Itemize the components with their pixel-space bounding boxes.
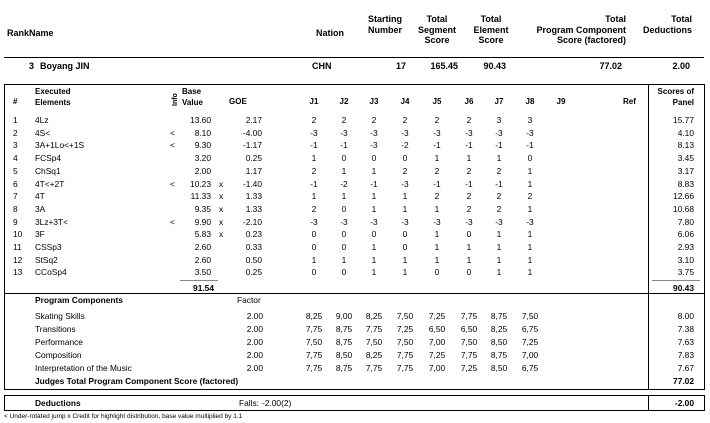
component-name: Performance	[35, 337, 83, 347]
ref-header: Ref	[623, 97, 636, 106]
element-number: 9	[13, 216, 18, 227]
element-judge-score: -2	[401, 140, 409, 151]
element-base-value: 3.50	[194, 267, 211, 278]
element-judge-score: 2	[311, 165, 317, 176]
element-judge-score: 2	[311, 115, 317, 125]
component-judge-score: 7,75	[305, 324, 323, 334]
element-judge-score: 1	[371, 267, 377, 278]
nation-header: Nation	[316, 28, 344, 38]
element-judge-score: -3	[310, 216, 318, 227]
element-judge-score: 2	[434, 115, 440, 125]
component-judge-score: 7,25	[460, 363, 478, 373]
component-judge-score: 7,00	[428, 337, 446, 347]
element-judge-score: 1	[496, 229, 502, 240]
component-factor: 2.00	[246, 311, 263, 321]
element-judge-score: -1	[465, 140, 473, 151]
elements-total-base-value: 91.54	[193, 283, 214, 293]
element-judge-score: 1	[496, 254, 502, 265]
element-goe: 0.33	[245, 242, 262, 252]
component-judge-score: 7,75	[365, 363, 383, 373]
component-judge-score: 9,00	[335, 311, 353, 321]
element-panel-score: 2.93	[677, 242, 694, 252]
element-judge-score: 0	[527, 153, 533, 164]
element-panel-score: 4.10	[677, 127, 694, 138]
component-judge-score: 8,50	[490, 363, 508, 373]
component-judge-score: 8,75	[490, 311, 508, 321]
component-judge-score: 7,00	[428, 363, 446, 373]
element-judge-score: 1	[434, 242, 440, 252]
judge-header-8: J8	[525, 97, 535, 106]
component-judge-score: 8,50	[490, 337, 508, 347]
element-base-value: 9.90	[194, 216, 211, 227]
falls-label: Falls:	[239, 398, 260, 408]
skater-rank: 3	[29, 61, 35, 71]
component-judge-score: 8,75	[335, 324, 353, 334]
element-panel-score: 3.45	[677, 153, 694, 164]
element-judge-score: -1	[465, 178, 473, 189]
element-goe: 0.50	[245, 254, 262, 265]
deductions-total: -2.00	[674, 398, 694, 408]
judge-header-1: J1	[309, 97, 319, 106]
component-judge-score: 6,50	[428, 324, 446, 334]
element-judge-score: 0	[466, 267, 472, 278]
element-highlight-flag: x	[219, 216, 224, 227]
element-judge-score: -3	[340, 127, 348, 138]
element-judge-score: 0	[371, 229, 377, 240]
component-judge-score: 7,75	[365, 324, 383, 334]
skater-total-element-score: 90.43	[483, 61, 506, 71]
element-judge-score: 1	[402, 203, 408, 214]
element-judge-score: 0	[311, 229, 317, 240]
element-panel-score: 8.13	[677, 140, 694, 151]
element-judge-score: 2	[434, 165, 440, 176]
element-goe: 1.33	[245, 191, 262, 202]
element-judge-score: -1	[433, 140, 441, 151]
component-judge-score: 7,75	[396, 350, 414, 360]
total-segment-score-header: Total Segment Score	[417, 14, 456, 45]
skater-nation: CHN	[312, 61, 332, 71]
element-number: 12	[13, 254, 23, 265]
skater-starting-number: 17	[395, 61, 406, 71]
element-base-value: 8.10	[194, 127, 211, 138]
element-highlight-flag: x	[219, 229, 224, 240]
element-judge-score: 2	[371, 115, 377, 125]
element-judge-score: 2	[466, 115, 472, 125]
element-judge-score: 0	[341, 267, 347, 278]
element-base-value: 10.23	[190, 178, 211, 189]
element-judge-score: -1	[495, 140, 503, 151]
name-header: Name	[29, 28, 54, 38]
element-judge-score: 3	[527, 115, 533, 125]
element-panel-score: 3.17	[677, 165, 694, 176]
element-goe: 0.23	[245, 229, 262, 240]
element-panel-score: 7.80	[677, 216, 694, 227]
falls-value: -2.00(2)	[262, 398, 292, 408]
component-panel-score: 7.83	[677, 350, 694, 360]
component-name: Composition	[35, 350, 82, 360]
element-judge-score: 1	[371, 191, 377, 202]
elements-num-header: #	[13, 97, 18, 106]
element-judge-score: 0	[341, 203, 347, 214]
element-base-value: 2.00	[194, 165, 211, 176]
element-judge-score: 0	[371, 153, 377, 164]
element-judge-score: 2	[341, 115, 347, 125]
element-info: <	[170, 216, 175, 227]
element-judge-score: 0	[341, 229, 347, 240]
element-judge-score: 1	[371, 242, 377, 252]
element-number: 10	[13, 229, 23, 240]
element-judge-score: 2	[311, 203, 317, 214]
element-judge-score: -1	[526, 140, 534, 151]
goe-header: GOE	[229, 97, 247, 106]
element-judge-score: 1	[434, 203, 440, 214]
element-judge-score: 1	[527, 267, 533, 278]
element-judge-score: 2	[527, 191, 533, 202]
component-judge-score: 8,75	[335, 337, 353, 347]
element-judge-score: 1	[466, 254, 472, 265]
component-judge-score: 8,25	[365, 311, 383, 321]
element-name: 3A+1Lo<+1S	[35, 140, 85, 151]
component-panel-score: 7.63	[677, 337, 694, 347]
element-base-value: 2.60	[194, 254, 211, 265]
element-judge-score: 1	[496, 242, 502, 252]
element-goe: -1.40	[242, 178, 262, 189]
program-component-score-header: Total Program Component Score (factored)	[536, 14, 626, 45]
element-judge-score: -3	[340, 216, 348, 227]
component-judge-score: 7,50	[365, 337, 383, 347]
scores-column-divider	[648, 84, 649, 390]
component-judge-score: 7,75	[396, 363, 414, 373]
element-judge-score: 1	[527, 165, 533, 176]
element-judge-score: 0	[341, 242, 347, 252]
component-panel-score: 7.67	[677, 363, 694, 373]
element-judge-score: -3	[465, 127, 473, 138]
judges-total-pcs-label: Judges Total Program Component Score (factored)	[35, 376, 239, 386]
element-judge-score: 0	[466, 229, 472, 240]
component-judge-score: 7,50	[396, 337, 414, 347]
element-judge-score: 2	[402, 115, 408, 125]
element-judge-score: -3	[465, 216, 473, 227]
component-name: Skating Skills	[35, 311, 85, 321]
element-judge-score: -3	[526, 216, 534, 227]
components-divider	[4, 293, 705, 294]
element-judge-score: -1	[310, 140, 318, 151]
component-judge-score: 8,25	[305, 311, 323, 321]
element-judge-score: 2	[434, 191, 440, 202]
elements-total-divider	[180, 280, 218, 281]
component-judge-score: 7,25	[521, 337, 539, 347]
elements-score-total-divider	[652, 280, 700, 281]
component-judge-score: 7,25	[428, 311, 446, 321]
component-judge-score: 6,50	[460, 324, 478, 334]
component-factor: 2.00	[246, 363, 263, 373]
component-judge-score: 7,00	[521, 350, 539, 360]
element-judge-score: 0	[341, 153, 347, 164]
element-panel-score: 15.77	[673, 115, 694, 125]
component-judge-score: 7,75	[305, 350, 323, 360]
element-goe: -4.00	[242, 127, 262, 138]
element-judge-score: 2	[496, 191, 502, 202]
factor-header: Factor	[237, 295, 261, 305]
base-value-header: Base Value	[182, 87, 203, 107]
component-judge-score: 7,25	[396, 324, 414, 334]
element-judge-score: -3	[370, 216, 378, 227]
element-goe: 1.33	[245, 203, 262, 214]
element-number: 8	[13, 203, 18, 214]
element-number: 4	[13, 153, 18, 164]
element-judge-score: 1	[402, 267, 408, 278]
element-judge-score: -1	[495, 178, 503, 189]
component-factor: 2.00	[246, 337, 263, 347]
element-goe: 1.17	[245, 165, 262, 176]
element-judge-score: 1	[434, 229, 440, 240]
element-name: ChSq1	[35, 165, 61, 176]
element-panel-score: 3.75	[677, 267, 694, 278]
element-judge-score: 1	[371, 165, 377, 176]
component-judge-score: 8,50	[335, 350, 353, 360]
element-judge-score: 1	[311, 153, 317, 164]
element-number: 2	[13, 127, 18, 138]
element-judge-score: 1	[434, 153, 440, 164]
element-judge-score: 2	[496, 203, 502, 214]
summary-divider	[4, 57, 704, 58]
element-judge-score: 0	[402, 242, 408, 252]
element-judge-score: -1	[370, 178, 378, 189]
judge-header-5: J5	[432, 97, 442, 106]
element-judge-score: -1	[340, 140, 348, 151]
element-highlight-flag: x	[219, 203, 224, 214]
element-judge-score: -3	[433, 216, 441, 227]
element-info: <	[170, 127, 175, 138]
element-name: FCSp4	[35, 153, 62, 164]
element-name: 4T	[35, 191, 45, 202]
element-number: 5	[13, 165, 18, 176]
element-judge-score: -3	[433, 127, 441, 138]
component-panel-score: 7.38	[677, 324, 694, 334]
judge-header-9: J9	[556, 97, 566, 106]
element-name: 4T<+2T	[35, 178, 65, 189]
element-judge-score: 1	[527, 203, 533, 214]
element-name: 3F	[35, 229, 45, 240]
component-judge-score: 7,75	[460, 311, 478, 321]
component-judge-score: 7,50	[396, 311, 414, 321]
component-panel-score: 8.00	[677, 311, 694, 321]
element-base-value: 5.83	[194, 229, 211, 240]
component-judge-score: 7,25	[428, 350, 446, 360]
component-judge-score: 7,75	[460, 350, 478, 360]
info-header: Info	[172, 93, 179, 106]
element-judge-score: 0	[434, 267, 440, 278]
element-judge-score: -3	[401, 216, 409, 227]
judge-header-3: J3	[369, 97, 379, 106]
element-goe: 0.25	[245, 153, 262, 164]
element-name: StSq2	[35, 254, 58, 265]
component-judge-score: 7,50	[460, 337, 478, 347]
element-panel-score: 12.66	[673, 191, 694, 202]
element-judge-score: 0	[402, 153, 408, 164]
element-number: 1	[13, 115, 18, 125]
element-panel-score: 10.68	[673, 203, 694, 214]
element-judge-score: 1	[341, 191, 347, 202]
element-judge-score: 1	[527, 254, 533, 265]
element-base-value: 2.60	[194, 242, 211, 252]
element-judge-score: -3	[401, 178, 409, 189]
element-judge-score: 1	[311, 254, 317, 265]
element-judge-score: 2	[466, 203, 472, 214]
deductions-box	[4, 395, 705, 411]
judge-header-7: J7	[494, 97, 504, 106]
component-judge-score: 7,50	[305, 337, 323, 347]
element-judge-score: -2	[340, 178, 348, 189]
scores-of-panel-header: Scores of Panel	[657, 87, 694, 107]
element-judge-score: -1	[433, 178, 441, 189]
element-judge-score: 2	[496, 165, 502, 176]
component-judge-score: 7,50	[521, 311, 539, 321]
element-judge-score: 1	[311, 191, 317, 202]
element-name: 3Lz+3T<	[35, 216, 69, 227]
element-judge-score: 2	[466, 191, 472, 202]
component-factor: 2.00	[246, 324, 263, 334]
component-judge-score: 6,75	[521, 324, 539, 334]
deductions-column-divider	[648, 395, 649, 411]
element-number: 11	[13, 242, 22, 252]
element-judge-score: -3	[401, 127, 409, 138]
judge-header-4: J4	[400, 97, 410, 106]
component-judge-score: 8,25	[490, 324, 508, 334]
element-highlight-flag: x	[219, 178, 224, 189]
judge-header-2: J2	[339, 97, 349, 106]
element-info: <	[170, 140, 175, 151]
rank-header: Rank	[7, 28, 30, 38]
element-judge-score: 1	[434, 254, 440, 265]
element-judge-score: -3	[526, 127, 534, 138]
element-judge-score: 1	[402, 191, 408, 202]
elements-total-score: 90.43	[673, 283, 694, 293]
element-panel-score: 3.10	[677, 254, 694, 265]
element-base-value: 11.33	[190, 191, 211, 202]
element-base-value: 13.60	[190, 115, 211, 125]
element-judge-score: 1	[527, 229, 533, 240]
element-goe: -2.10	[242, 216, 262, 227]
footnote: < Under-rotated jump x Credit for highlight distribution, base value multiplied by 1.1	[4, 413, 243, 420]
skater-program-component-score: 77.02	[599, 61, 622, 71]
element-judge-score: 1	[527, 242, 533, 252]
element-judge-score: 1	[371, 203, 377, 214]
element-judge-score: 3	[496, 115, 502, 125]
element-judge-score: 1	[527, 178, 533, 189]
executed-elements-header: Executed Elements	[35, 87, 71, 107]
element-panel-score: 8.83	[677, 178, 694, 189]
element-judge-score: -1	[310, 178, 318, 189]
element-base-value: 3.20	[194, 153, 211, 164]
element-judge-score: 1	[496, 267, 502, 278]
total-element-score-header: Total Element Score	[473, 14, 509, 45]
component-judge-score: 8,75	[335, 363, 353, 373]
component-name: Transitions	[35, 324, 76, 334]
element-goe: -1.17	[242, 140, 262, 151]
component-factor: 2.00	[246, 350, 263, 360]
element-number: 3	[13, 140, 18, 151]
element-number: 7	[13, 191, 18, 202]
component-judge-score: 7,75	[305, 363, 323, 373]
deductions-label: Deductions	[35, 398, 81, 408]
element-judge-score: 1	[402, 254, 408, 265]
element-name: CSSp3	[35, 242, 62, 252]
element-judge-score: 1	[496, 153, 502, 164]
element-info: <	[170, 178, 175, 189]
element-judge-score: 0	[311, 242, 317, 252]
component-judge-score: 8,75	[490, 350, 508, 360]
program-components-title: Program Components	[35, 295, 123, 305]
element-judge-score: -3	[370, 140, 378, 151]
element-name: CCoSp4	[35, 267, 67, 278]
element-judge-score: 2	[466, 165, 472, 176]
total-deductions-header: Total Deductions	[642, 14, 692, 35]
element-goe: 0.25	[245, 267, 262, 278]
skater-total-deductions: 2.00	[672, 61, 690, 71]
starting-number-header: Starting Number	[367, 14, 402, 35]
component-name: Interpretation of the Music	[35, 363, 132, 373]
element-number: 6	[13, 178, 18, 189]
judges-total-pcs-value: 77.02	[673, 376, 694, 386]
element-name: 4Lz	[35, 115, 49, 125]
component-judge-score: 6,75	[521, 363, 539, 373]
element-judge-score: 0	[402, 229, 408, 240]
component-judge-score: 8,25	[365, 350, 383, 360]
element-highlight-flag: x	[219, 191, 224, 202]
element-number: 13	[13, 267, 23, 278]
element-name: 4S<	[35, 127, 51, 138]
element-judge-score: -3	[310, 127, 318, 138]
element-judge-score: -3	[495, 127, 503, 138]
element-judge-score: 1	[341, 254, 347, 265]
skater-name: Boyang JIN	[40, 61, 90, 71]
judge-header-6: J6	[464, 97, 474, 106]
element-judge-score: 0	[311, 267, 317, 278]
element-goe: 2.17	[245, 115, 262, 125]
element-judge-score: -3	[370, 127, 378, 138]
element-judge-score: 1	[371, 254, 377, 265]
element-judge-score: 2	[402, 165, 408, 176]
element-judge-score: 1	[466, 242, 472, 252]
element-judge-score: -3	[495, 216, 503, 227]
element-base-value: 9.35	[194, 203, 211, 214]
element-name: 3A	[35, 203, 46, 214]
element-judge-score: 1	[466, 153, 472, 164]
element-judge-score: 1	[341, 165, 347, 176]
element-panel-score: 6.06	[677, 229, 694, 240]
skater-total-segment-score: 165.45	[430, 61, 458, 71]
element-base-value: 9.30	[194, 140, 211, 151]
